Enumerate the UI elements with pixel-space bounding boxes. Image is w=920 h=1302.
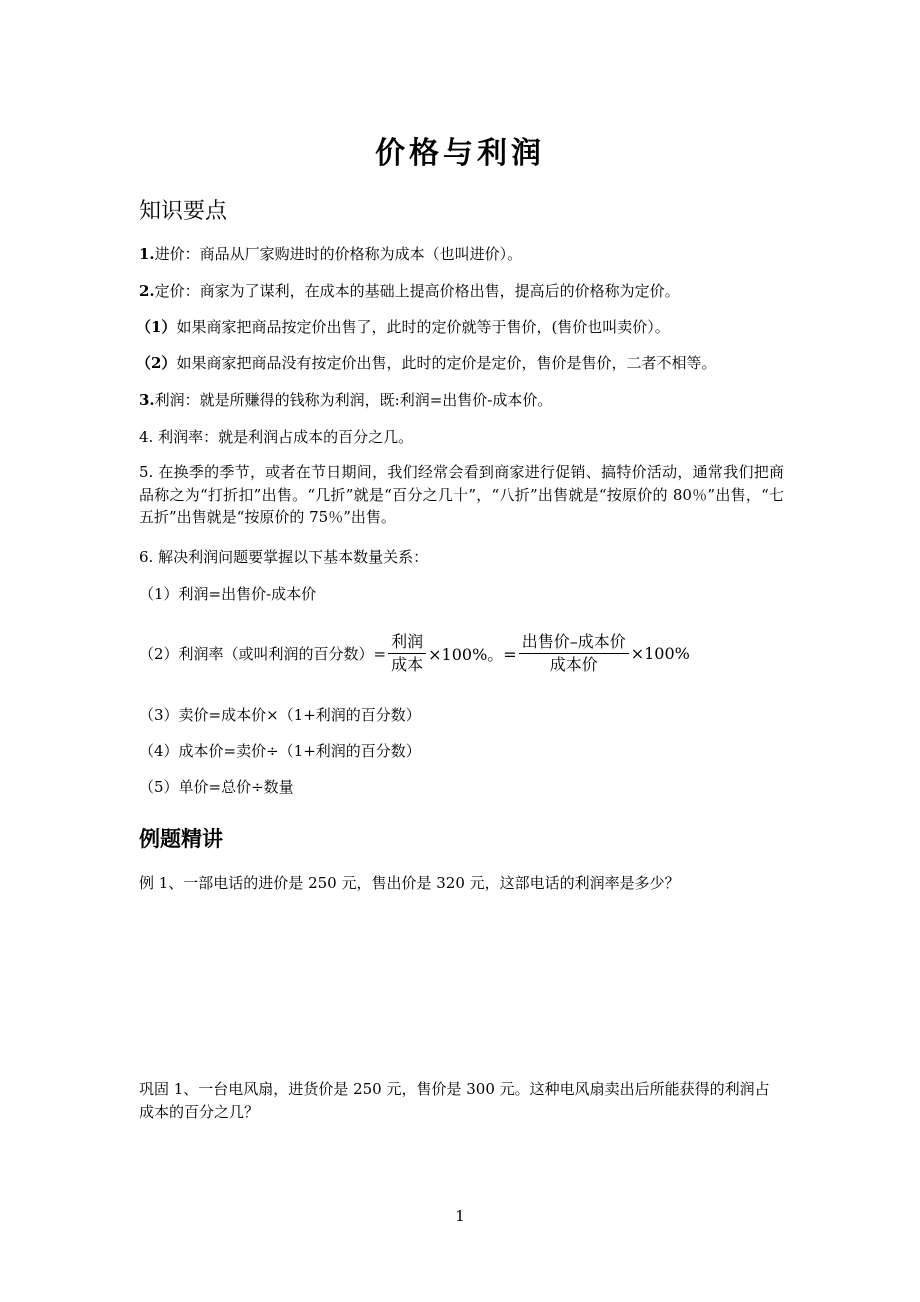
section-heading-key-points: 知识要点: [139, 199, 228, 224]
practice-1: 巩固 1、一台电风扇，进货价是 250 元，售价是 300 元。这种电风扇卖出后所能获得的利润占成本的百分之几？: [139, 1080, 770, 1121]
item-1-text: 进价：商品从厂家购进时的价格称为成本（也叫进价）。: [154, 245, 523, 263]
relation-4: （4）成本价=卖价÷（1+利润的百分数）: [139, 742, 421, 760]
item-2-sub-1-number: （1）: [136, 318, 177, 336]
document-title: 价格与利润: [375, 136, 545, 171]
item-3: [139, 390, 552, 410]
fraction-price-diff-over-cost: [519, 632, 629, 675]
fraction-2-numerator: 出售价–成本价: [519, 632, 629, 654]
relation-2-formula: [139, 628, 690, 678]
relation-1: （1）利润=出售价-成本价: [139, 585, 317, 603]
item-2: [139, 281, 680, 301]
item-1-number: 1.: [139, 245, 155, 263]
fraction-1-numerator: 利润: [388, 632, 426, 654]
relation-2-middle: ×100%。=: [428, 644, 517, 664]
item-4: 4. 利润率：就是利润占成本的百分之几。: [139, 428, 414, 446]
item-2-sub-2-number: （2）: [136, 354, 177, 372]
page-number: 1: [455, 1207, 465, 1225]
item-2-sub-1: [136, 317, 670, 337]
fraction-profit-over-cost: [388, 632, 426, 675]
fraction-2-denominator: 成本价: [549, 654, 598, 674]
example-1: 例 1、一部电话的进价是 250 元，售出价是 320 元，这部电话的利润率是多少？: [139, 874, 680, 892]
item-1: [139, 244, 522, 264]
item-3-number: 3.: [139, 391, 155, 409]
relation-2-end: ×100%: [630, 643, 690, 663]
item-2-number: 2.: [139, 282, 155, 300]
item-2-sub-2: [136, 353, 716, 373]
item-2-sub-1-text: 如果商家把商品按定价出售了，此时的定价就等于售价，(售价也叫卖价）。: [176, 318, 670, 336]
item-2-text: 定价：商家为了谋利，在成本的基础上提高价格出售，提高后的价格称为定价。: [154, 282, 680, 300]
relation-3: （3）卖价=成本价×（1+利润的百分数）: [139, 706, 421, 724]
fraction-1-denominator: 成本: [391, 654, 424, 674]
relation-5: （5）单价=总价÷数量: [139, 778, 294, 796]
relation-2-label: （2）利润率（或叫利润的百分数）=: [139, 644, 387, 663]
item-6: 6. 解决利润问题要掌握以下基本数量关系：: [139, 548, 429, 566]
section-heading-examples: 例题精讲: [139, 827, 223, 851]
item-3-text: 利润：就是所赚得的钱称为利润，既:利润=出售价-成本价。: [154, 391, 553, 409]
item-2-sub-2-text: 如果商家把商品没有按定价出售，此时的定价是定价，售价是售价，二者不相等。: [176, 354, 717, 372]
item-5-paragraph: 5. 在换季的季节，或者在节日期间，我们经常会看到商家进行促销、搞特价活动，通常我们把商品称之为“打折扣”出售。“几折”就是“百分之几十”，“八折”出售就是“按原价的 80％”出售，“七五折”出售就是“按原价的 75％”出售。: [139, 463, 784, 526]
